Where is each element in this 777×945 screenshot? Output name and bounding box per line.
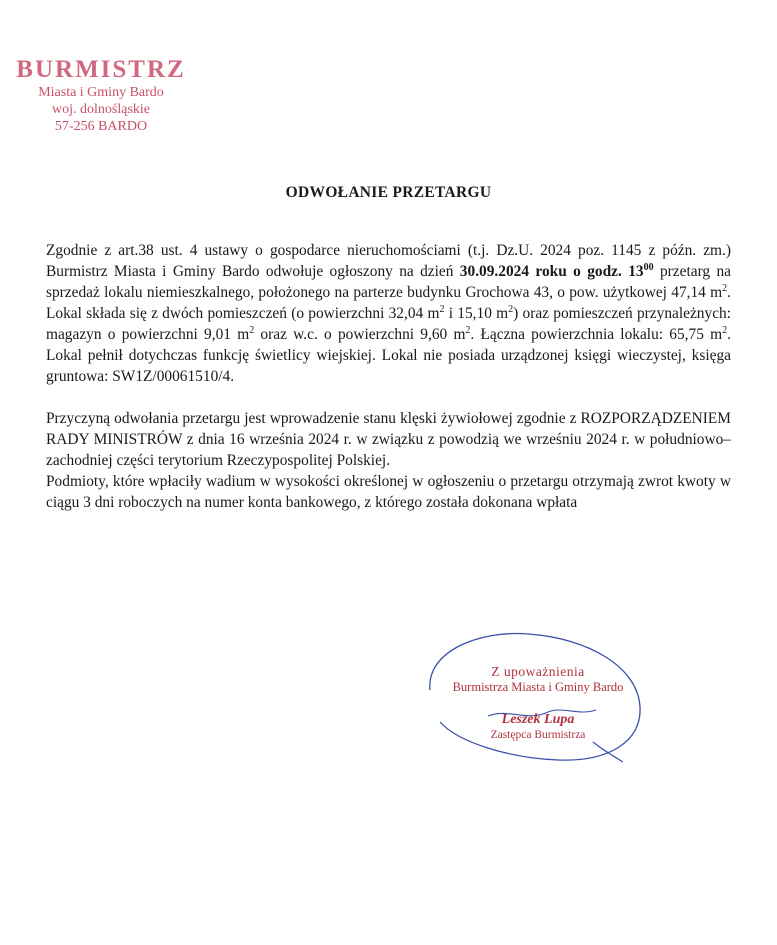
paragraph-reason: Przyczyną odwołania przetargu jest wprowadzenie stanu klęski żywiołowej zgodnie z ROZPORZĄDZENIEM RADY MINISTRÓW z dnia 16 września 2024 r. w związku z powodzią we wrześniu 2024 r. w południowo–zachodniej części terytorium Rzeczypospolitej Polskiej.: [46, 410, 731, 469]
text-span: przetarg na sprzedaż lokalu niemieszkalnego, położonego na parterze budynku Grochowa 43, o pow. użytkowej 47,14 m: [46, 263, 732, 301]
superscript: 2: [508, 304, 514, 315]
document-title: ODWOŁANIE PRZETARGU: [285, 184, 492, 201]
signature-name: Leszek Lupa: [501, 712, 575, 727]
stamp-title: BURMISTRZ: [16, 56, 186, 83]
document-body: [46, 240, 731, 513]
paragraph-announcement: [46, 240, 731, 387]
signature-block: [418, 612, 658, 772]
text-span: i 15,10 m: [444, 305, 509, 322]
text-span: . Lokal składa się z dwóch pomieszczeń (o powierzchni 32,04 m: [46, 284, 731, 322]
text-span: 30.09.2024 roku o godz. 13: [459, 263, 644, 280]
signature-authorization: Z upoważnienia: [491, 664, 585, 679]
superscript: 2: [439, 304, 445, 315]
mayor-stamp: [6, 56, 196, 135]
superscript: 2: [722, 283, 728, 294]
text-span: oraz w.c. o powierzchni 9,60 m: [254, 326, 466, 343]
superscript: 2: [465, 325, 471, 336]
text-span: Zgodnie z art.38 ust. 4 ustawy o gospodarce nieruchomościami (t.j. Dz.U. 2024 poz. 1145 z późn. zm.) Burmistrz Miasta i Gminy Bardo odwołuje ogłoszony na dzień: [46, 242, 731, 280]
auction-date: [460, 263, 654, 280]
text-span: ) oraz pomieszczeń przynależnych: magazyn o powierzchni 9,01 m: [46, 305, 731, 343]
signature-position: Zastępca Burmistrza: [490, 729, 586, 741]
stamp-line-region: woj. dolnośląskie: [52, 102, 150, 117]
superscript: 00: [643, 262, 654, 273]
text-span: . Lokal pełnił dotychczas funkcję świetlicy wiejskiej. Lokal nie posiada urządzonej księgi wieczystej, księga gruntowa: SW1Z/00061510/4.: [46, 326, 731, 385]
stamp-line-address: 57-256 BARDO: [54, 119, 148, 134]
paragraph-refund: Podmioty, które wpłaciły wadium w wysokości określonej w ogłoszeniu o przetargu otrzymają zwrot kwoty w ciągu 3 dni roboczych na numer konta bankowego, z którego została dokonana wpłata: [46, 473, 731, 511]
signature-office: Burmistrza Miasta i Gminy Bardo: [452, 680, 624, 694]
text-span: . Łączna powierzchnia lokalu: 65,75 m: [470, 326, 723, 343]
superscript: 2: [722, 325, 728, 336]
stamp-line-office: Miasta i Gminy Bardo: [38, 85, 164, 100]
superscript: 2: [249, 325, 255, 336]
